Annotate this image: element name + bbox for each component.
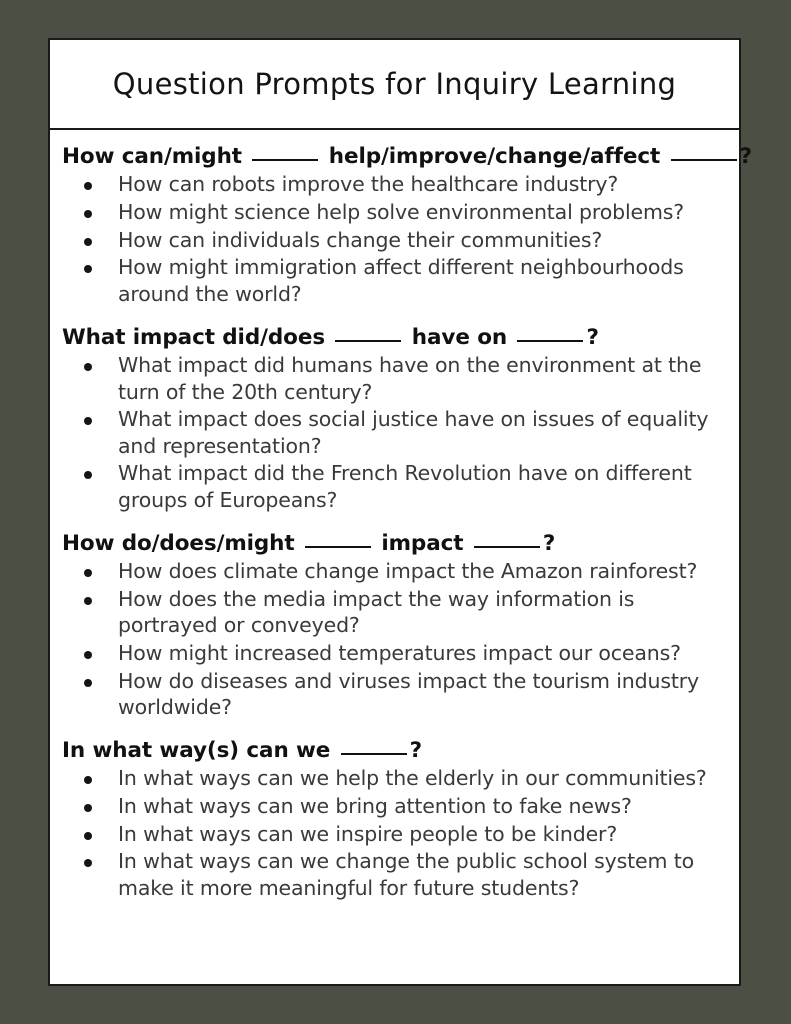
bullet-icon [84,182,92,190]
worksheet-body [50,130,752,902]
bullet-icon [84,238,92,246]
prompt-section [62,325,729,514]
prompt-text: What impact did humans have on the environment at the turn of the 20th century? [118,352,702,404]
section-heading-part: ? [409,737,423,763]
list-item [62,460,729,513]
prompt-text: In what ways can we change the public school system to make it more meaningful for future students? [118,849,694,900]
prompt-text: What impact did the French Revolution have on different groups of Europeans? [118,461,692,513]
title-band [50,40,739,130]
list-item [62,586,729,639]
list-item [62,227,729,254]
section-heading-part: In what way(s) can we [62,737,331,763]
section-heading [62,144,752,169]
list-item [62,558,729,585]
list-item [62,171,729,198]
list-item [62,793,729,820]
prompt-list [62,558,729,721]
list-item [62,848,729,901]
bullet-icon [84,569,92,577]
list-item [62,199,729,226]
bullet-icon [84,679,92,687]
section-heading-part: ? [739,144,752,169]
fill-in-blank [305,546,371,548]
page-title: Question Prompts for Inquiry Learning [112,67,677,101]
section-heading-part: help/improve/change/affect [328,144,661,169]
prompt-section [62,144,752,308]
prompt-section [62,531,729,721]
bullet-icon [84,363,92,371]
prompt-list [62,352,729,514]
list-item [62,821,729,848]
prompt-list [62,765,729,901]
fill-in-blank [341,753,407,755]
list-item [62,765,729,792]
section-heading-part: ? [586,324,599,350]
prompt-text: How might increased temperatures impact our oceans? [118,641,681,666]
prompt-text: How might science help solve environmental problems? [118,200,685,224]
prompt-list [62,171,729,307]
list-item [62,352,729,405]
bullet-icon [84,265,92,273]
prompt-text: How can individuals change their communities? [118,227,603,252]
list-item [62,668,729,721]
list-item [62,406,729,459]
section-heading [62,325,729,350]
prompt-text: How might immigration affect different neighbourhoods around the world? [118,255,684,306]
prompt-text: In what ways can we help the elderly in our communities? [118,766,707,791]
list-item [62,254,729,307]
bullet-icon [84,832,92,840]
section-heading-part: How do/does/might [62,530,295,556]
section-heading [62,738,729,763]
fill-in-blank [517,340,583,342]
prompt-text: In what ways can we bring attention to fake news? [118,793,632,818]
section-heading-part: have on [411,324,508,350]
bullet-icon [84,597,92,605]
fill-in-blank [335,340,401,342]
bullet-icon [84,651,92,659]
prompt-text: How does climate change impact the Amazon rainforest? [118,559,698,584]
bullet-icon [84,471,92,479]
prompt-text: How does the media impact the way information is portrayed or conveyed? [118,586,635,638]
prompt-text: How do diseases and viruses impact the tourism industry worldwide? [118,668,699,720]
prompt-section [62,738,729,902]
section-heading-part: ? [542,530,556,556]
bullet-icon [84,859,92,867]
section-heading-part: How can/might [62,144,242,169]
fill-in-blank [671,159,737,161]
bullet-icon [84,417,92,425]
bullet-icon [84,804,92,812]
worksheet-page [48,38,752,986]
bullet-icon [84,776,92,784]
section-heading-part: impact [381,530,464,556]
section-heading-part: What impact did/does [62,324,326,350]
prompt-text: What impact does social justice have on issues of equality and representation? [118,407,709,458]
bullet-icon [84,210,92,218]
list-item [62,640,729,667]
fill-in-blank [474,546,540,548]
prompt-text: In what ways can we inspire people to be kinder? [118,821,618,846]
fill-in-blank [252,159,318,161]
prompt-text: How can robots improve the healthcare industry? [118,172,619,197]
section-heading [62,531,729,556]
